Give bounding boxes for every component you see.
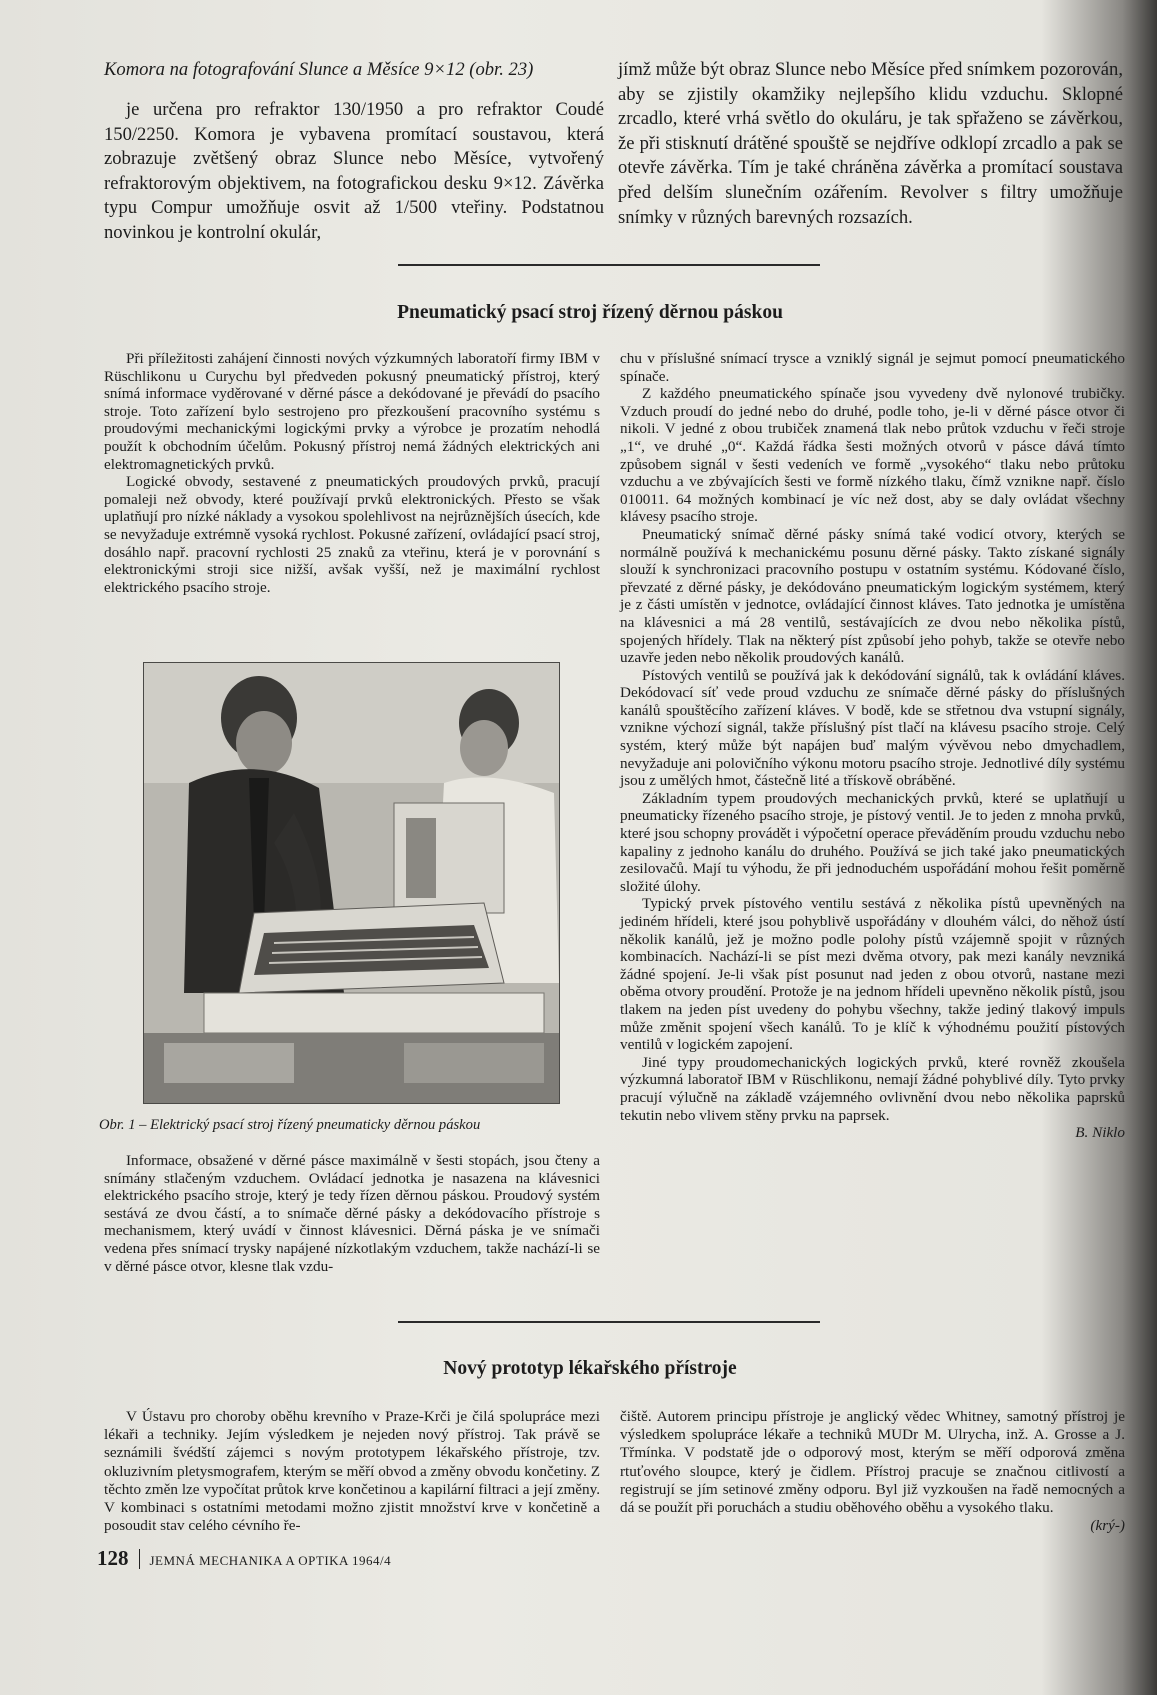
article1-paragraph: Pneumatický snímač děrné pásky snímá také vodicí otvory, kterých se normálně používá k mechanickému posunu děrné pásky. Takto získané signály slouží k synchronizaci pracovního postupu v ostatním systému. Kódované číslo, převzaté z děrné pásky, je dekódováno pneumatickým logickým systémem, který je z části umístěn v jednotce, ovládající činnost kláves. Tato jednotka je umístěna na klávesnici a má 28 ventilů, sestávajících ze dvou nebo několika pístů, spojených hřídely. Tlak na některý píst způsobí jeho pohyb, takže se otevře nebo uzavře jeden nebo několik proudových kanálů. (620, 525, 1125, 667)
author-signature: B. Niklo (1075, 1124, 1125, 1142)
article1-paragraph: Jiné typy proudomechanických logických prvků, které rovněž zkoušela výzkumná laboratoř IBM v Rüschlikonu, nemají žádné pohyblivé díly. Tyto prvky pracují výlučně na základě vzájemného ovlivnění dvou nebo několika paprsků tekutin nebo vlivem stěny prvku na paprsek. (620, 1053, 1125, 1124)
footer-divider (139, 1549, 140, 1569)
photo-illustration (144, 663, 559, 1103)
article1-paragraph: Logické obvody, sestavené z pneumatických proudových prvků, pracují pomaleji než obvody, které používají prvků elektronických. Přesto se však uplatňují pro nízké náklady a vysokou spolehlivost na nejrůznějších úsecích, kde se nevyžaduje extrémně vysoká rychlost. Pokusné zařízení, ovládající psací stroj, dosáhlo např. pracovní rychlosti 25 znaků za vteřinu, která je v porovnání s elektronickými stroji sice nižší, avšak vyšší, než je maximální rychlost elektrického psacího stroje. (104, 473, 600, 596)
article2-left-column (104, 1408, 600, 1535)
page-footer (97, 1546, 391, 1571)
article2-text: V Ústavu pro choroby oběhu krevního v Praze-Krči je čilá spolupráce mezi lékaři a techniky. Jejím výsledkem je nejeden nový přístroj. Tak právě se seznámili švédští zájemci s novým prototypem lékařského přístroje, tzv. okluzivním pletysmografem, kterým se měří obvod a změny obvodu končetiny. Z těchto změn lze vypočítat průtok krve končetinou a kapilární filtraci a její změny. V kombinaci s ostatními metodami možno zjistit množství krve v končetině a posoudit stav celého cévního ře- (104, 1408, 600, 1535)
journal-name: JEMNÁ MECHANIKA A OPTIKA 1964/4 (149, 1553, 392, 1568)
divider-rule-2 (398, 1321, 820, 1323)
photo-caption: Obr. 1 – Elektrický psací stroj řízený pneumaticky děrnou páskou (99, 1117, 481, 1133)
article1-paragraph: Informace, obsažené v děrné pásce maximálně v šesti stopách, jsou čteny a snímány stlačeným vzduchem. Ovládací jednotka je nasazena na klávesnici elektrického psacího stroje, který je tedy řízen děrnou páskou. Proudový systém sestává ze dvou částí, a to snímače děrné pásky a dekódovacího přístroje s mechanismem, který uvádí v činnost klávesnici. Děrná páska je ve snímači vedena přes snímací trysky napájené nízkotlakým vzduchem, takže nachází-li se v děrné pásce otvor, klesne tlak vzdu- (104, 1152, 600, 1275)
article2-right-column (620, 1408, 1125, 1535)
article1-paragraph: Základním typem proudových mechanických prvků, které se uplatňují u pneumaticky řízeného psacího stroje, je pístový ventil. Je to jeden z mnoha prvků, které jsou schopny provádět i výpočetní operace převáděním proudu vzduchu nebo kapaliny z jednoho kanálu do druhého. Používá se jich také jako pneumatických zesilovačů. Mají tu výhodu, že při jednoduchém uspořádání mohou řešit poměrně složité úlohy. (620, 789, 1125, 895)
article1-left-column (104, 350, 600, 596)
photo-typewriter (143, 662, 560, 1104)
article1-paragraph: Typický prvek pístového ventilu sestává z několika pístů upevněných na jediném hřídeli, které jsou pohyblivě uspořádány v dlouhém válci, do něhož ústí několik kanálů, jež je možno podle polohy pístů vzájemně spojit v různých kombinacích. Nachází-li se píst mezi dvěma otvory, pak mezi kanály nevzniká žádné spojení. Je-li však píst posunut nad jeden z obou otvorů, nastane mezi oběma otvory proudění. Protože je na jednom hřídeli upevněno několik pístů, jsou tlakem na jeden píst uvedeny do pohybu všechny, takže jediný tlakový impuls může změnit spojení všech kanálů. To je klíč k výhodnému použití pístových ventilů v logickém zapojení. (620, 895, 1125, 1054)
page-number: 128 (97, 1546, 129, 1570)
top-right-column (618, 58, 1123, 230)
divider-rule-1 (398, 264, 820, 266)
article2-author: (krý-) (1090, 1517, 1125, 1535)
article1-paragraph: Při příležitosti zahájení činnosti nových výzkumných laboratoří firmy IBM v Rüschlikonu u Curychu byl předveden pokusný pneumatický přístroj, který snímá informace vyděrované v děrné pásce a dekódované je převádí do psacího stroje. Toto zařízení bylo sestrojeno pro přezkoušení pracovního systému s proudovými mechanickými logickými prvky a výrobce je prozatím nehodlá použít k obchodním účelům. Pokusný přístroj nemá žádných elektrických ani elektromagnetických prvků. (104, 350, 600, 473)
article1-paragraph: chu v příslušné snímací trysce a vzniklý signál je sejmut pomocí pneumatického spínače. (620, 350, 1125, 385)
top-right-text: jímž může být obraz Slunce nebo Měsíce před snímkem pozorován, aby se zjistily okamžiky nejlepšího klidu vzduchu. Sklopné zrcadlo, které vrhá světlo do okuláru, je tak spřaženo se závěrkou, že při stisknutí drátěné spouště se nejdříve odklopí zrcadlo a pak se otevře závěrka. Tím je také chráněna závěrka a promítací soustava před delším slunečním ozářením. Revolver s filtry umožňuje snímky v různých barevných rozsazích. (618, 59, 1123, 228)
top-left-text: je určena pro refraktor 130/1950 a pro refraktor Coudé 150/2250. Komora je vybavena promítací soustavou, která zobrazuje zvětšený obraz Slunce nebo Měsíce, vytvořený refraktorovým objektivem, na fotografickou desku 9×12. Závěrka typu Compur umožňuje osvit až 1/500 vteřiny. Podstatnou novinkou je kontrolní okulár, (104, 99, 604, 243)
article1-right-column (620, 350, 1125, 1142)
article1-title: Pneumatický psací stroj řízený děrnou páskou (397, 302, 783, 323)
article2-text: čiště. Autorem principu přístroje je anglický vědec Whitney, samotný přístroj je výsledkem spolupráce lékaře a techniků MUDr M. Ulrycha, inž. A. Grosse a J. Třmínka. V podstatě jde o odporový most, kterým se měří odporová změna rtuťového sloupce, který je čidlem. Přístroj pracuje se značnou citlivostí a registrují se jím setinové změny odporu. Byl již vyzkoušen na řadě nemocných a dá se použít při poruchách a studiu oběhového oběhu a vysokého tlaku. (620, 1408, 1125, 1517)
article1-paragraph: Pístových ventilů se používá jak k dekódování signálů, tak k ovládání kláves. Dekódovací síť vede proud vzduchu ze snímače děrné pásky do příslušných kanálů spouštěcího zařízení kláves. V bodě, kde se střetnou dva vstupní signály, vznikne výchozí signál, takže příslušný píst tlačí na klávesu psacího stroje. Celý systém, který může být napájen buď malým vývěvou nebo dmychadlem, nevyžaduje ani polovičního výkonu motoru psacího stroje. Jednotlivé díly systému jsou z umělých hmot, částečně lité a třískově obráběné. (620, 666, 1125, 790)
article2-title: Nový prototyp lékařského přístroje (443, 1358, 737, 1379)
article1-paragraph: Z každého pneumatického spínače jsou vyvedeny dvě nylonové trubičky. Vzduch proudí do jedné nebo do druhé, podle toho, je-li v děrné pásce otvor či nikoli. V jedné z obou trubiček znamená tlak nebo průtok vzduchu v řeči stroje „1“, ve druhé „0“. Každá řádka šesti možných otvorů v pásce dává tímto způsobem signál v šesti vedeních ve formě „vysokého“ tlaku nebo průtoku vzduchu a ve zbývajících šesti ve formě nízkého tlaku, čímž vznikne např. číslo 010011. 64 možných kombinací je víc než dost, aby se daly ovládat všechny klávesy psacího stroje. (620, 385, 1125, 526)
top-left-column (104, 58, 604, 246)
article1-left-bottom-column (104, 1152, 600, 1275)
camera-caption: Komora na fotografování Slunce a Měsíce 9×12 (obr. 23) (104, 59, 534, 80)
